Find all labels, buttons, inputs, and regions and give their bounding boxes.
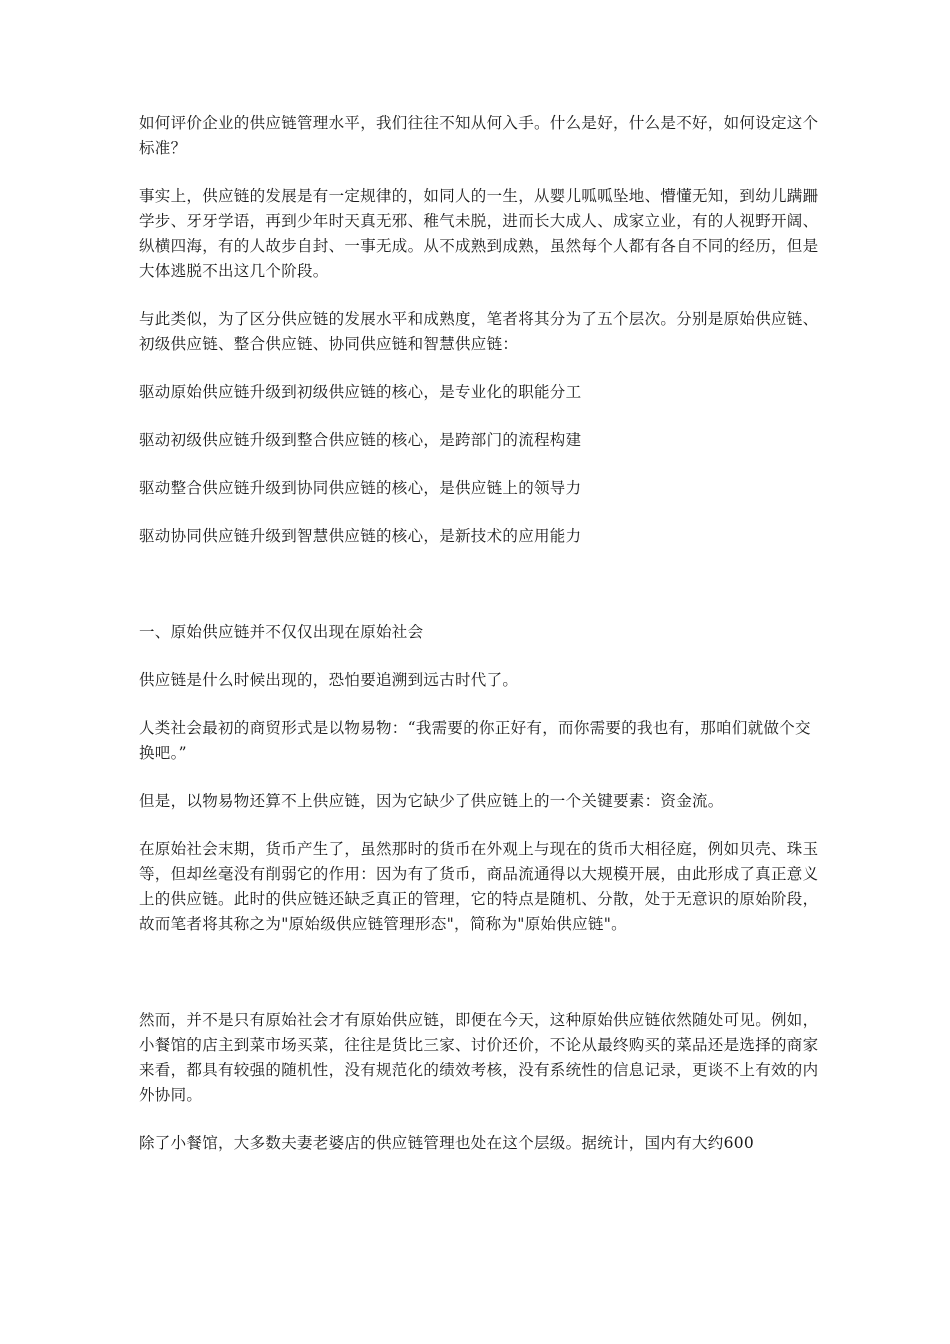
list-item-driver-3: 驱动整合供应链升级到协同供应链的核心，是供应链上的领导力 — [139, 479, 582, 497]
list-item-driver-4: 驱动协同供应链升级到智慧供应链的核心，是新技术的应用能力 — [139, 527, 582, 545]
paragraph-capital-flow: 但是，以物易物还算不上供应链，因为它缺少了供应链上的一个关键要素：资金流。 — [139, 792, 724, 810]
paragraph-family-stores: 除了小餐馆，大多数夫妻老婆店的供应链管理也处在这个层级。据统计，国内有大约600 — [139, 1134, 755, 1152]
paragraph-currency: 在原始社会末期，货币产生了，虽然那时的货币在外观上与现在的货币大相径庭，例如贝壳、珠玉等，但却丝毫没有削弱它的作用：因为有了货币，商品流通得以大规模开展，由此形成了真正意义上的供应链。此时的供应链还缺乏真正的管理，它的特点是随机、分散，处于无意识的原始阶段，故而笔者将其称之为"原始级供应链管理形态"，简称为"原始供应链"。 — [139, 840, 819, 933]
paragraph-intro-question: 如何评价企业的供应链管理水平，我们往往不知从何入手。什么是好，什么是不好，如何设定这个标准？ — [139, 114, 819, 157]
paragraph-barter: 人类社会最初的商贸形式是以物易物：“我需要的你正好有，而你需要的我也有，那咱们就做个交换吧。” — [139, 719, 811, 762]
paragraph-life-analogy: 事实上，供应链的发展是有一定规律的，如同人的一生，从婴儿呱呱坠地、懵懂无知，到幼儿蹒跚学步、牙牙学语，再到少年时天真无邪、稚气未脱，进而长大成人、成家立业，有的人视野开阔、纵横四海，有的人故步自封、一事无成。从不成熟到成熟，虽然每个人都有各自不同的经历，但是大体逃脱不出这几个阶段。 — [139, 187, 819, 280]
paragraph-restaurant-example: 然而，并不是只有原始社会才有原始供应链，即便在今天，这种原始供应链依然随处可见。例如，小餐馆的店主到菜市场买菜，往往是货比三家、讨价还价，不论从最终购买的菜品还是选择的商家来看，都具有较强的随机性，没有规范化的绩效考核，没有系统性的信息记录，更谈不上有效的内外协同。 — [139, 1011, 819, 1104]
paragraph-five-levels: 与此类似，为了区分供应链的发展水平和成熟度，笔者将其分为了五个层次。分别是原始供应链、初级供应链、整合供应链、协同供应链和智慧供应链： — [139, 310, 819, 353]
paragraph-origin: 供应链是什么时候出现的，恐怕要追溯到远古时代了。 — [139, 671, 519, 689]
list-item-driver-1: 驱动原始供应链升级到初级供应链的核心，是专业化的职能分工 — [139, 383, 582, 401]
document-body — [139, 111, 819, 1156]
list-item-driver-2: 驱动初级供应链升级到整合供应链的核心，是跨部门的流程构建 — [139, 431, 582, 449]
section-heading-1: 一、原始供应链并不仅仅出现在原始社会 — [139, 623, 424, 641]
